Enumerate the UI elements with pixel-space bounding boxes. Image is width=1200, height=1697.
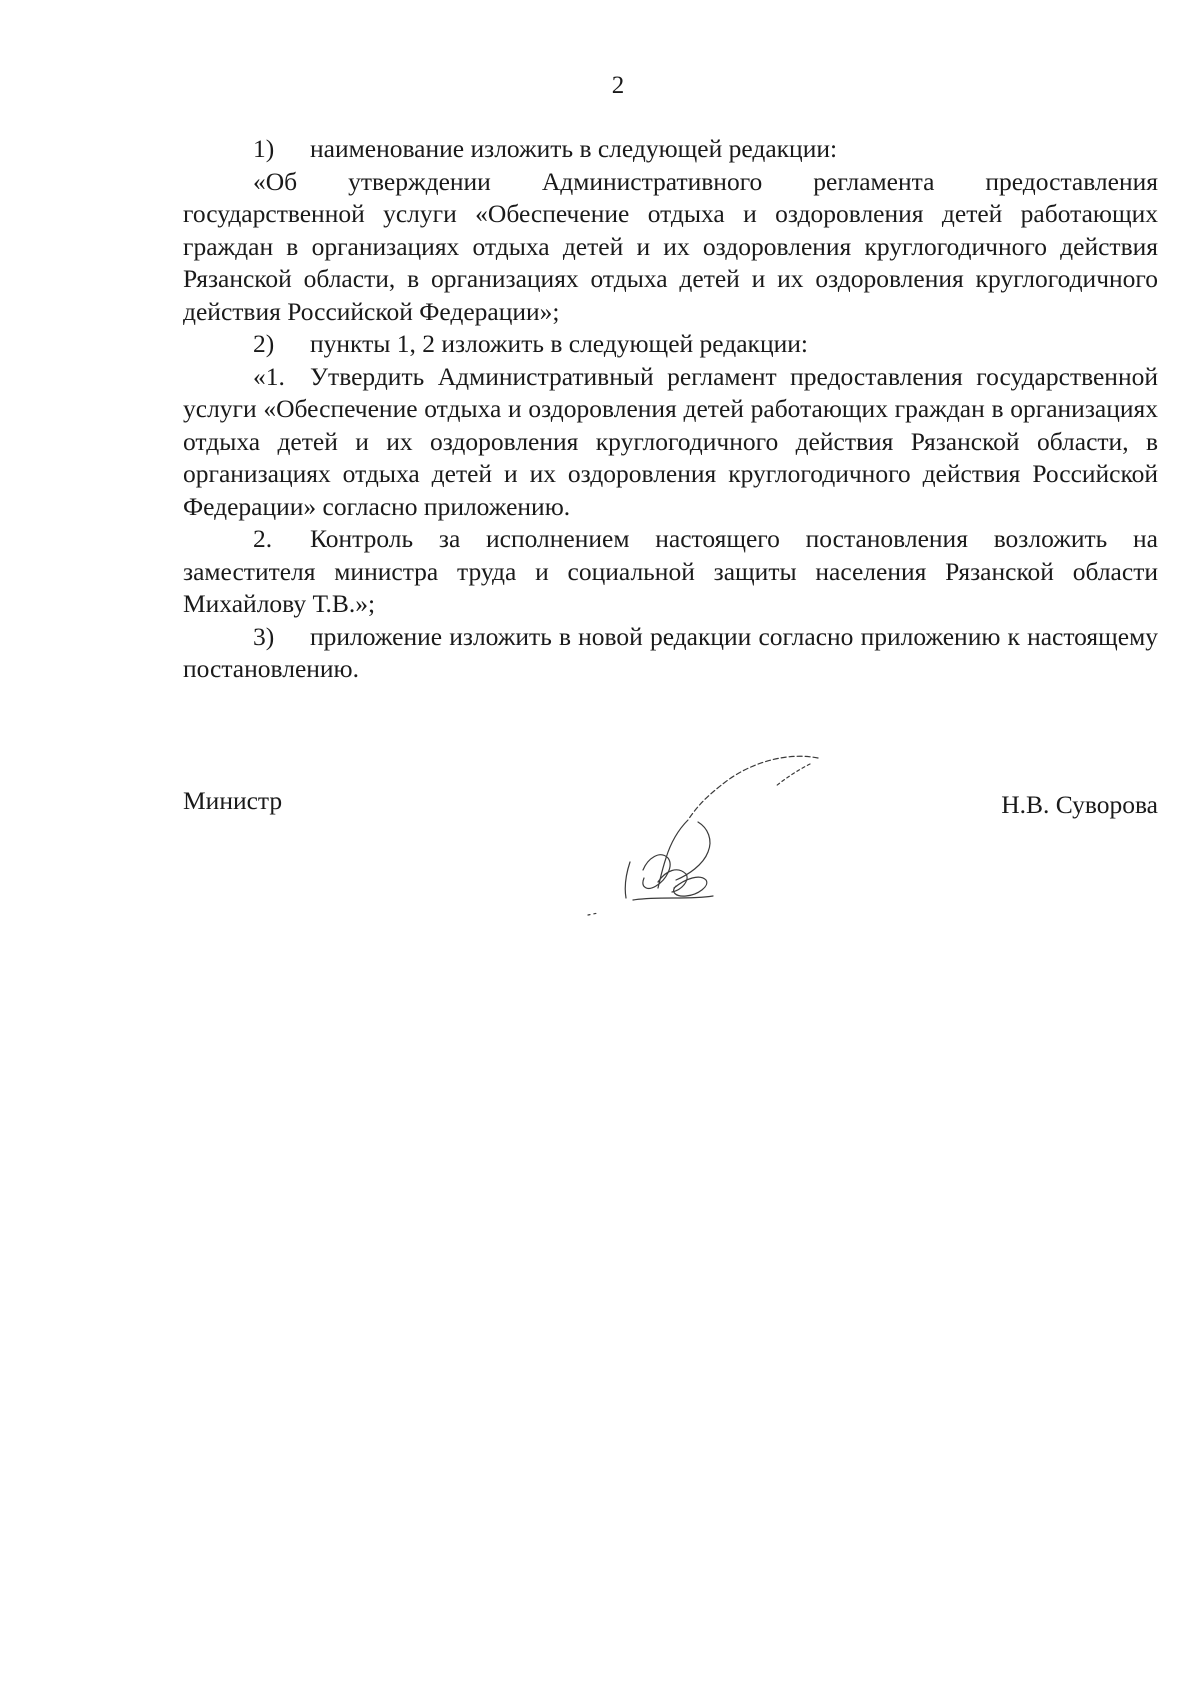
paragraph-text: наименование изложить в следующей редакции:	[310, 134, 838, 163]
item-number: «1.	[253, 361, 285, 391]
paragraph-item-2	[183, 328, 1158, 361]
paragraph-item-3	[183, 621, 1158, 686]
paragraph-point-2	[183, 523, 1158, 621]
paragraph-text: пункты 1, 2 изложить в следующей редакции:	[310, 329, 808, 358]
item-number: 1)	[253, 134, 275, 163]
item-number: 2.	[253, 524, 273, 553]
item-number: 3)	[253, 621, 275, 651]
signatory-title: Министр	[183, 786, 283, 815]
handwritten-signature	[548, 750, 838, 925]
page-number: 2	[611, 72, 625, 99]
paragraph-point-1	[183, 361, 1158, 524]
paragraph-text: Контроль за исполнением настоящего постановления возложить на заместителя министра труда и социальной защиты населения Рязанской области Михайлову Т.В.»;	[183, 524, 1158, 618]
paragraph-text: Утвердить Административный регламент предоставления государственной услуги «Обеспечение отдыха и оздоровления детей работающих граждан в организациях отдыха детей и их оздоровления круглогодичного действия Рязанской области, в организациях отдыха детей и их оздоровления круглогодичного действия Российской Федерации» согласно приложению.	[183, 361, 1158, 521]
paragraph-text: «Об утверждении Административного регламента предоставления государственной услуги «Обеспечение отдыха и оздоровления детей работающих граждан в организациях отдыха детей и их оздоровления круглогодичного действия Рязанской области, в организациях отдыха детей и их оздоровления круглогодичного действия Российской Федерации»;	[183, 166, 1158, 326]
signature-block	[183, 785, 1158, 825]
signatory-name: Н.В. Суворова	[1001, 790, 1158, 819]
paragraph-item-1	[183, 133, 1158, 166]
paragraph-text: приложение изложить в новой редакции согласно приложению к настоящему постановлению.	[183, 621, 1158, 683]
item-number: 2)	[253, 329, 275, 358]
document-body	[183, 133, 1158, 686]
paragraph-quoted-title	[183, 166, 1158, 329]
